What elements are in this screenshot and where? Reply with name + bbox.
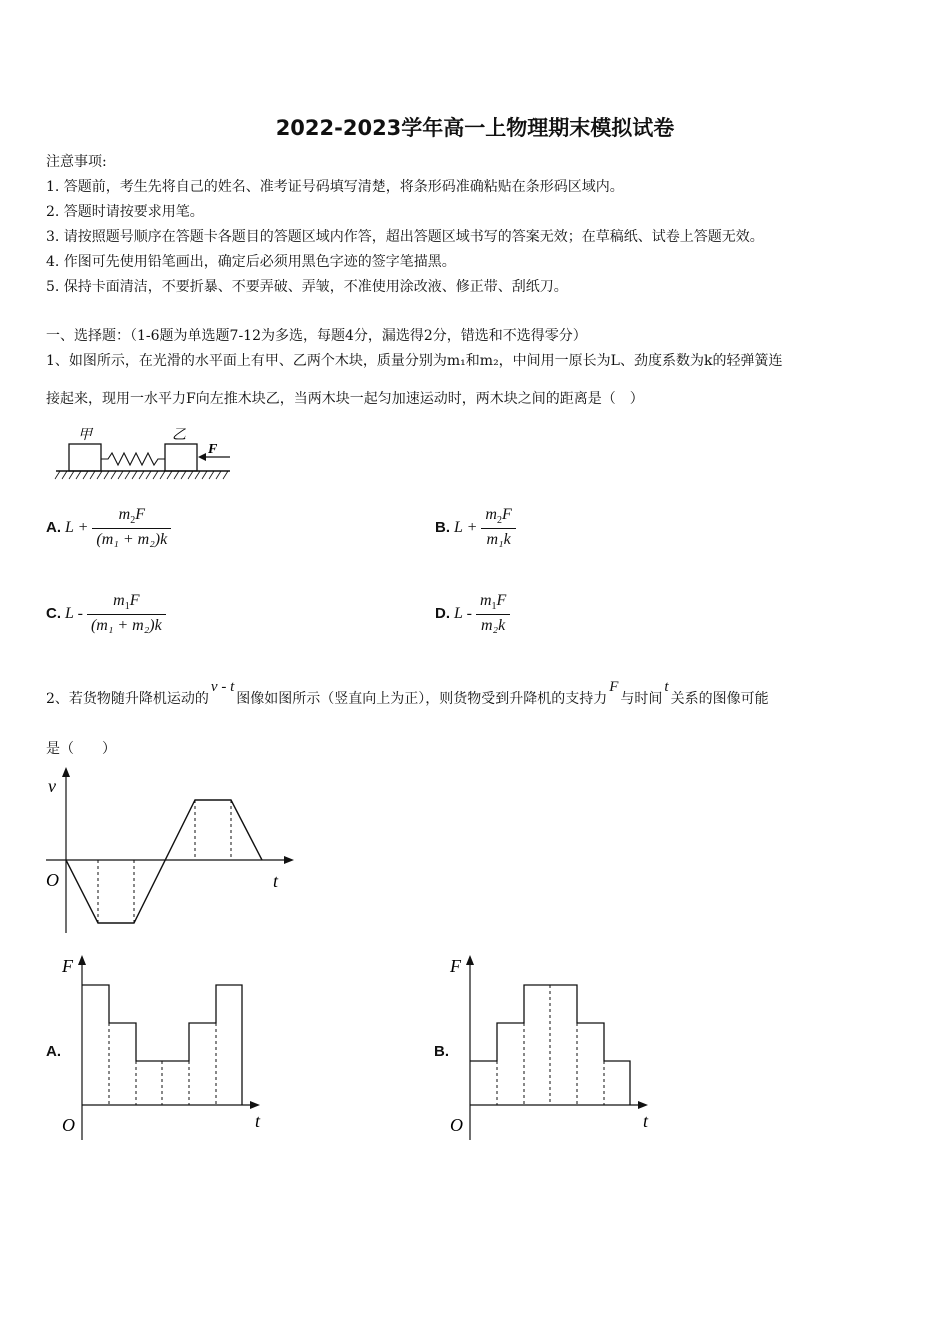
f-axis-label: F	[450, 956, 461, 976]
option-lead: L +	[65, 518, 89, 536]
f-axis-label: F	[62, 956, 73, 976]
ft-graph-b	[446, 952, 661, 1142]
option-label: A.	[46, 519, 61, 537]
fraction: $\frac{m_1F}{\text{(m₁ + m₂)k}}$	[87, 592, 166, 635]
ft-graph-a	[58, 952, 273, 1142]
origin-label: O	[46, 870, 59, 890]
t-axis-label: t	[643, 1111, 649, 1131]
force-label: F	[208, 442, 218, 457]
notice-item: 4. 作图可先使用铅笔画出，确定后必须用黑色字迹的签字笔描黑。	[46, 254, 456, 270]
notice-item: 1. 答题前，考生先将自己的姓名、准考证号码填写清楚，将条形码准确粘贴在条形码区域内。	[46, 179, 624, 195]
v-axis-label: v	[48, 776, 56, 796]
block-jia-label: 甲	[78, 428, 92, 443]
fraction: $\frac{m_1F}{\text{m₂k}}$	[476, 592, 510, 635]
fraction: $\frac{m_2F}{\text{m₁k}}$	[481, 506, 515, 549]
option-lead: L +	[454, 518, 478, 536]
origin-label: O	[450, 1115, 463, 1135]
option-label: B.	[435, 519, 450, 537]
option-c[interactable]	[46, 592, 166, 635]
vt-variable: v - t	[210, 679, 235, 695]
notice-item: 3. 请按照题号顺序在答题卡各题目的答题区域内作答，超出答题区域书写的答案无效；在草稿纸、试卷上答题无效。	[46, 229, 764, 245]
graph-option-b-label[interactable]: B.	[434, 1043, 449, 1060]
question-2-text: 是（ ）	[46, 741, 116, 757]
question-1-text: 1、如图所示，在光滑的水平面上有甲、乙两个木块，质量分别为m₁和m₂，中间用一原长为L、劲度系数为k的轻弹簧连	[46, 353, 783, 369]
option-lead: L -	[65, 604, 83, 622]
vt-graph	[40, 765, 300, 940]
origin-label: O	[62, 1115, 75, 1135]
spring-blocks-figure	[52, 424, 237, 484]
page-title: 2022-2023学年高一上物理期末模拟试卷	[275, 116, 675, 140]
t-axis-label: t	[273, 871, 279, 891]
notice-item: 5. 保持卡面清洁，不要折暴、不要弄破、弄皱，不准使用涂改液、修正带、刮纸刀。	[46, 279, 568, 295]
option-label: C.	[46, 605, 61, 623]
t-axis-label: t	[255, 1111, 261, 1131]
notice-heading: 注意事项:	[46, 154, 107, 170]
option-a[interactable]	[46, 506, 171, 549]
graph-option-a-label[interactable]: A.	[46, 1043, 61, 1060]
option-b[interactable]	[435, 506, 516, 549]
section-heading: 一、选择题：（1-6题为单选题7-12为多选，每题4分，漏选得2分，错选和不选得零分）	[46, 328, 587, 344]
option-lead: L -	[454, 604, 472, 622]
question-2-text: 2、若货物随升降机运动的v - t图像如图所示（竖直向上为正），则货物受到升降机的支持力F与时间t关系的图像可能	[46, 679, 769, 707]
option-d[interactable]	[435, 592, 510, 635]
option-label: D.	[435, 605, 450, 623]
t-variable: t	[664, 679, 669, 695]
notice-item: 2. 答题时请按要求用笔。	[46, 204, 204, 220]
question-1-text: 接起来，现用一水平力F向左推木块乙，当两木块一起匀加速运动时，两木块之间的距离是（ ）	[46, 391, 644, 407]
f-variable: F	[609, 679, 619, 695]
block-yi-label: 乙	[172, 428, 186, 443]
fraction: $\frac{m_2F}{\text{(m₁ + m₂)k}}$	[92, 506, 171, 549]
